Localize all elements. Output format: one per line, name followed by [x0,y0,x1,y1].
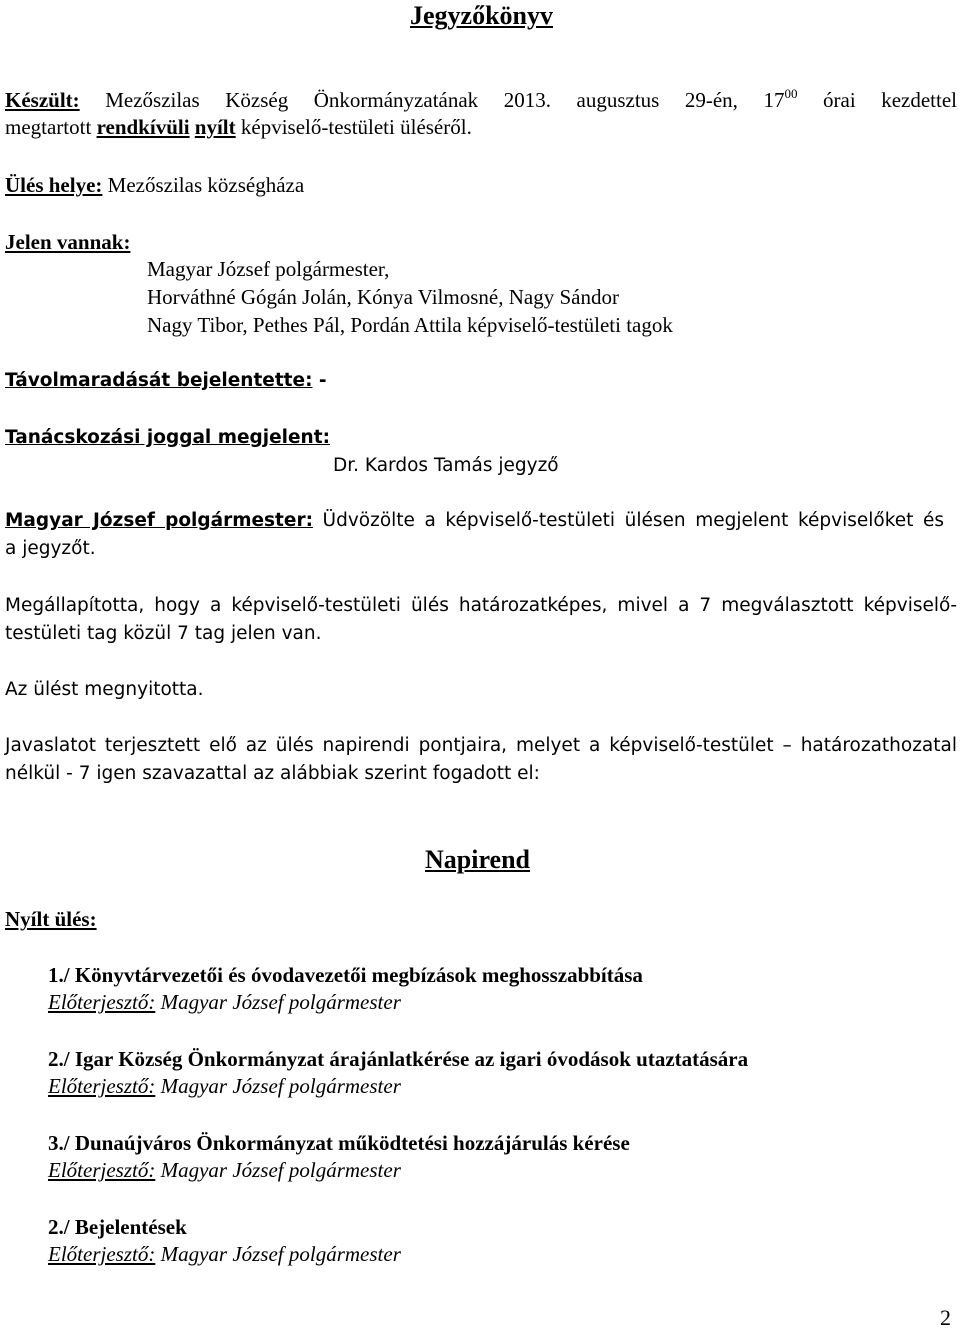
tavolmaradas [5,367,327,395]
tavolmaradas-value: - [312,370,327,391]
keszult-text-end: órai kezdettel [797,88,958,112]
keszult-text: Mezőszilas Község Önkormányzatának 2013. augusztus 29-én, 17 [105,88,785,112]
tanacskozasi-label: Tanácskozási joggal megjelent: [5,427,330,448]
agenda-item-title: 1./ Könyvtárvezetői és óvodavezetői megbízások meghosszabbítása [48,963,643,987]
presenter-name: Magyar József polgármester [155,1242,401,1266]
agenda-item-presenter [48,1156,401,1184]
presenter-label: Előterjesztő: [48,1158,156,1182]
ules-helye-label: Ülés helye: [5,173,103,197]
keszult-line-1 [5,86,957,114]
attendee-line: Horváthné Gógán Jolán, Kónya Vilmosné, Nagy Sándor [147,285,619,309]
napirend-title: Napirend [425,845,530,874]
page-number: 2 [940,1305,951,1330]
presenter-label: Előterjesztő: [48,1074,156,1098]
agenda-item-title: 3./ Dunaújváros Önkormányzat működtetési hozzájárulás kérése [48,1131,630,1155]
attendee-line: Nagy Tibor, Pethes Pál, Pordán Attila képviselő-testületi tagok [147,313,673,337]
rendkivuli-label: rendkívüli [96,115,190,139]
keszult-line-2 [5,113,472,141]
jelen-vannak-label: Jelen vannak: [5,230,131,254]
ules-helye-value: Mezőszilas községháza [102,173,305,197]
polgarmester-text: Üdvözölte a képviselő-testületi ülésen megjelent képviselőket és [312,510,945,531]
presenter-name: Magyar József polgármester [155,1158,401,1182]
javaslat-line-2: nélkül - 7 igen szavazattal az alábbiak szerint fogadott el: [5,763,540,784]
keszult-line2-pre: megtartott [5,115,97,139]
agenda-item-title: 2./ Bejelentések [48,1215,187,1239]
document-title: Jegyzőkönyv [410,1,553,30]
attendee-line: Magyar József polgármester, [147,257,390,281]
agenda-item-title: 2./ Igar Község Önkormányzat árajánlatkérése az igari óvodások utaztatására [48,1047,749,1071]
megallapitotta-line-1: Megállapította, hogy a képviselő-testületi ülés határozatképes, mivel a 7 megválasztott képviselő- [5,595,957,616]
agenda-item-presenter [48,1240,401,1268]
keszult-line2-post: képviselő-testületi üléséről. [235,115,472,139]
presenter-label: Előterjesztő: [48,1242,156,1266]
keszult-time-superscript: 00 [784,86,798,101]
tavolmaradas-label: Távolmaradását bejelentette: [5,370,313,391]
javaslat-line-1: Javaslatot terjesztett elő az ülés napirendi pontjaira, melyet a képviselő-testület – határozathozatal [5,735,957,756]
presenter-name: Magyar József polgármester [155,990,401,1014]
tanacskozasi-value: Dr. Kardos Tamás jegyző [333,455,559,476]
agenda-item-presenter [48,988,401,1016]
presenter-label: Előterjesztő: [48,990,156,1014]
polgarmester-label: Magyar József polgármester: [5,510,313,531]
presenter-name: Magyar József polgármester [155,1074,401,1098]
megnyitotta: Az ülést megnyitotta. [5,679,204,700]
agenda-item-presenter [48,1072,401,1100]
ules-helye [5,171,304,199]
polgarmester-line-1 [5,507,944,535]
keszult-label: Készült: [5,88,80,112]
nyilt-ules-label: Nyílt ülés: [5,907,97,931]
megallapitotta-line-2: testületi tag közül 7 tag jelen van. [5,623,322,644]
polgarmester-line-2: a jegyzőt. [5,538,96,559]
nyilt-label: nyílt [194,115,236,139]
